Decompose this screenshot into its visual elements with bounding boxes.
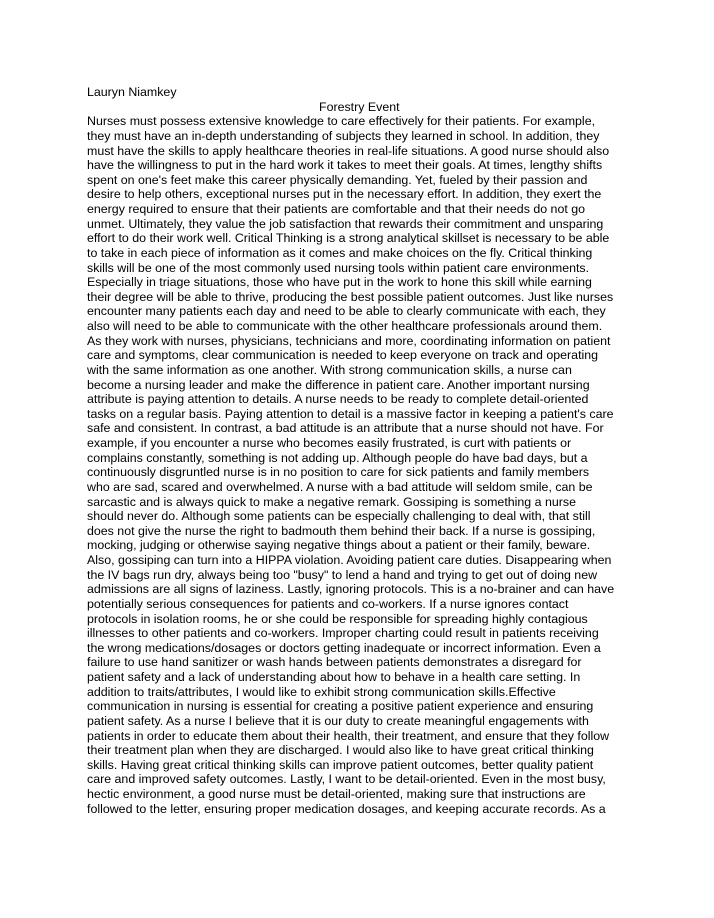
body-text-line: Nurses must possess extensive knowledge to care effectively for their patients. For example,	[87, 114, 596, 129]
body-text-line: energy required to ensure that their patients are comfortable and that their needs do not go	[87, 202, 586, 216]
body-text-line: must have the skills to apply healthcare theories in real-life situations. A good nurse should also	[87, 143, 610, 158]
body-text-line: the wrong medications/dosages or doctors getting inadequate or incorrect information. Even a	[87, 640, 601, 655]
body-text-line: the IV bags run dry, always being too "busy" to lend a hand and trying to get out of doing new	[87, 567, 598, 582]
body-text-line: mocking, judging or otherwise saying negative things about a patient or their family, beware.	[87, 538, 591, 553]
body-text-line: admissions are all signs of laziness. Lastly, ignoring protocols. This is a no-brainer and can have	[87, 582, 615, 597]
body-text-line: protocols in isolation rooms, he or she could be responsible for spreading highly contagious	[87, 611, 588, 626]
document-title: Forestry Event	[319, 99, 400, 114]
body-text-line: effort to do their work well. Critical Thinking is a strong analytical skillset is necessary to be able	[87, 231, 610, 246]
body-text-line: complains constantly, something is not adding up. Although people do have bad days, but a	[87, 450, 588, 465]
body-text-line: spent on one's feet make this career physically demanding. Yet, fueled by their passion and	[87, 172, 588, 187]
body-text-line: addition to traits/attributes, I would like to exhibit strong communication skills.Effective	[87, 684, 556, 699]
body-text-line: tasks on a regular basis. Paying attention to detail is a massive factor in keeping a patient's care	[87, 406, 614, 421]
body-text-line: patient safety and a lack of understanding about how to behave in a health care setting. In	[87, 670, 581, 684]
body-text-line: have the willingness to put in the hard work it takes to meet their goals. At times, lengthy shifts	[87, 158, 603, 173]
body-text-line: As they work with nurses, physicians, technicians and more, coordinating information on patient	[87, 333, 611, 348]
body-text-line: illnesses to other patients and co-workers. Improper charting could result in patients receiving	[87, 626, 599, 641]
body-text-line: should never do. Although some patients can be especially challenging to deal with, that still	[87, 509, 591, 524]
body-text-line: skills will be one of the most commonly used nursing tools within patient care environments.	[87, 260, 590, 275]
body-text-line: become a nursing leader and make the difference in patient care. Another important nursing	[87, 377, 590, 392]
document-body	[87, 114, 647, 816]
body-text-line: potentially serious consequences for patients and co-workers. If a nurse ignores contact	[87, 596, 569, 611]
body-text-line: care and improved safety outcomes. Lastly, I want to be detail-oriented. Even in the most busy,	[87, 772, 606, 787]
body-text-line: Especially in triage situations, those who have put in the work to hone this skill while earning	[87, 275, 592, 290]
body-text-line: sarcastic and is always quick to make a negative remark. Gossiping is something a nurse	[87, 494, 576, 509]
body-text-line: communication in nursing is essential for creating a positive patient experience and ensuring	[87, 699, 594, 714]
author-name: Lauryn Niamkey	[87, 85, 177, 99]
body-text-line: attribute is paying attention to details. A nurse needs to be ready to complete detail-oriented	[87, 392, 589, 407]
body-text-line: unmet. Ultimately, they value the job satisfaction that rewards their commitment and unsparing	[87, 216, 604, 231]
body-text-line: who are sad, scared and overwhelmed. A nurse with a bad attitude will seldom smile, can be	[87, 479, 593, 494]
body-text-line: hectic environment, a good nurse must be detail-oriented, making sure that instructions are	[87, 787, 586, 801]
body-text-line: desire to help others, exceptional nurses put in the necessary effort. In addition, they exert the	[87, 187, 602, 202]
body-text-line: their degree will be able to thrive, producing the best possible patient outcomes. Just like nurses	[87, 289, 614, 304]
body-text-line: does not give the nurse the right to badmouth them behind their back. If a nurse is gossiping,	[87, 523, 596, 538]
body-text-line: followed to the letter, ensuring proper medication dosages, and keeping accurate records. As a	[87, 801, 606, 816]
body-text-line: with the same information as one another. With strong communication skills, a nurse can	[87, 362, 572, 377]
body-text-line: encounter many patients each day and need to be able to clearly communicate with each, they	[87, 304, 606, 319]
body-text-line: care and symptoms, clear communication is needed to keep everyone on track and operating	[87, 348, 599, 363]
body-text-line: example, if you encounter a nurse who becomes easily frustrated, is curt with patients or	[87, 436, 572, 450]
body-text-line: their treatment plan when they are discharged. I would also like to have great critical thinking	[87, 743, 594, 758]
body-text-line: they must have an in-depth understanding of subjects they learned in school. In addition, they	[87, 128, 600, 143]
body-text-line: Also, gossiping can turn into a HIPPA violation. Avoiding patient care duties. Disappearing when	[87, 553, 612, 567]
body-text-line: patient safety. As a nurse I believe that it is our duty to create meaningful engagements with	[87, 713, 589, 728]
body-text-line: patients in order to educate them about their health, their treatment, and ensure that they follow	[87, 728, 610, 743]
body-text-line: also will need to be able to communicate with the other healthcare professionals around them.	[87, 319, 603, 333]
body-text-line: continuously disgruntled nurse is in no position to care for sick patients and family members	[87, 465, 590, 480]
body-text-line: skills. Having great critical thinking skills can improve patient outcomes, better quality patient	[87, 757, 594, 772]
body-text-line: to take in each piece of information as it comes and make choices on the fly. Critical thinking	[87, 245, 593, 260]
document-text	[87, 85, 647, 816]
body-text-line: safe and consistent. In contrast, a bad attitude is an attribute that a nurse should not have. For	[87, 421, 604, 436]
body-text-line: failure to use hand sanitizer or wash hands between patients demonstrates a disregard for	[87, 655, 582, 670]
